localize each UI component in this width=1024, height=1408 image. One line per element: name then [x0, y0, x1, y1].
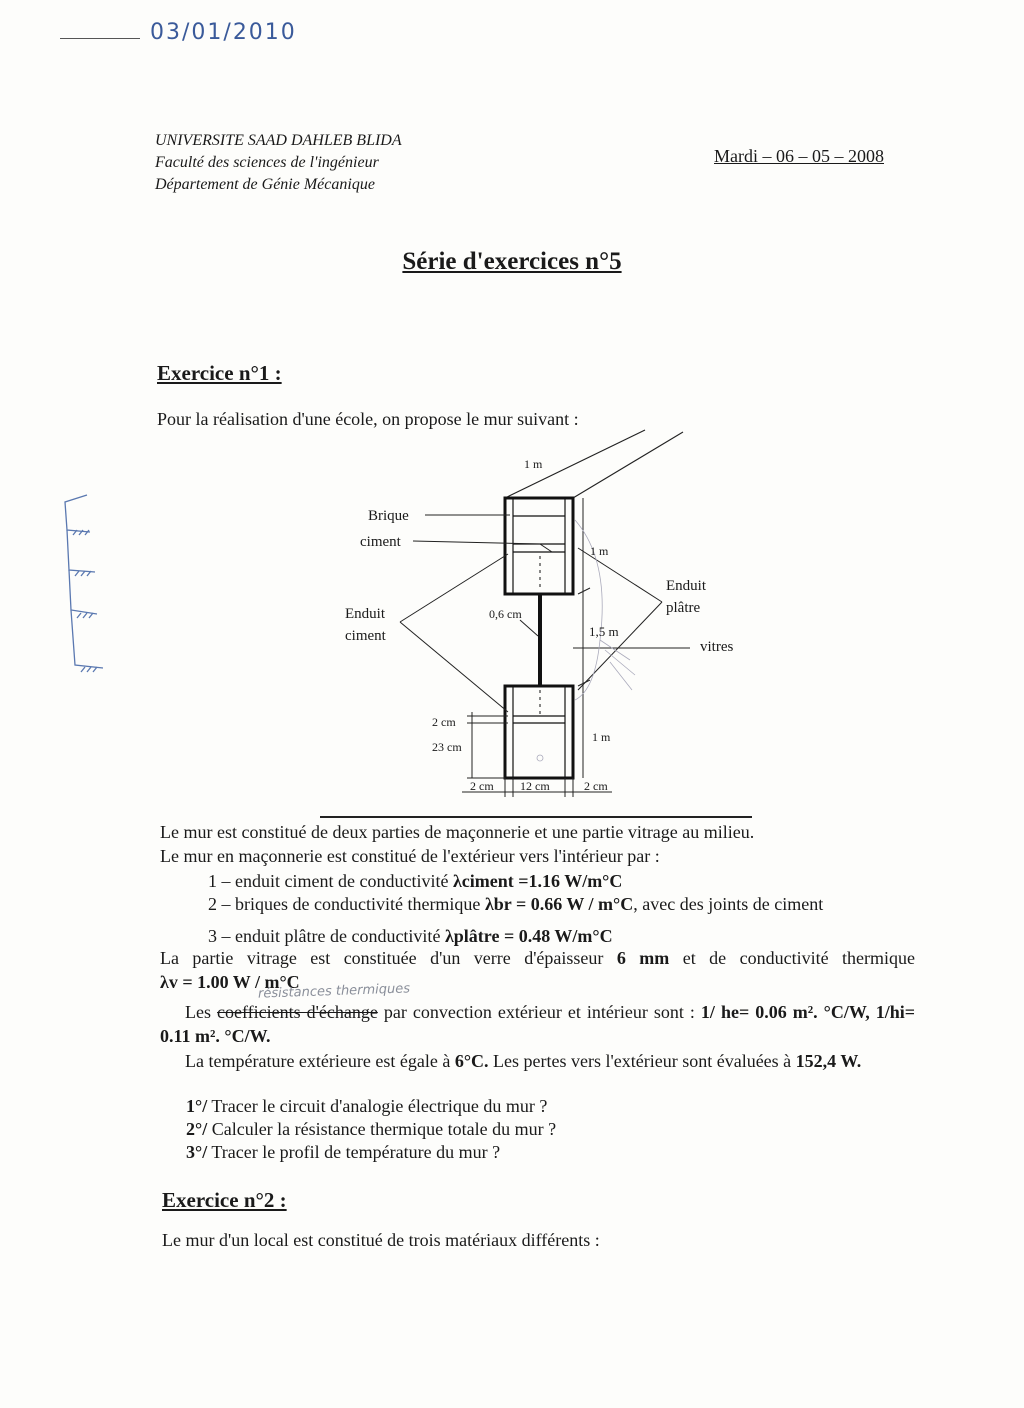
wall-description: Le mur est constitué de deux parties de maçonnerie et une partie vitrage au milieu. — [160, 822, 755, 842]
faculty-name: Faculté des sciences de l'ingénieur — [155, 154, 379, 171]
university-name: UNIVERSITE SAAD DAHLEB BLIDA — [155, 132, 402, 149]
glass-thickness: 6 mm — [616, 948, 670, 968]
dim-1m-right-top: 1 m — [590, 544, 609, 558]
top-masonry-block — [505, 498, 573, 594]
question-3-text: Tracer le profil de température du mur ? — [207, 1142, 501, 1162]
glazing-text: La partie vitrage est constituée d'un verre d'épaisseur — [160, 948, 617, 968]
page-title — [0, 248, 1024, 276]
convection-text-start: Les — [185, 1002, 218, 1022]
loss-text: Les pertes vers l'extérieur sont évaluées à — [488, 1051, 796, 1071]
question-3 — [186, 1142, 500, 1163]
layer-item-1-text: 1 – enduit ciment de conductivité — [208, 871, 453, 891]
lambda-ciment: λciment =1.16 W/m°C — [452, 871, 623, 891]
question-1 — [186, 1096, 547, 1117]
exercise2-intro: Le mur d'un local est constitué de trois matériaux différents : — [162, 1230, 600, 1250]
dim-12cm: 12 cm — [520, 779, 550, 793]
layer-item-2-text: 2 – briques de conductivité thermique — [208, 894, 485, 914]
temperature-text: La température extérieure est égale à — [185, 1051, 455, 1071]
dim-2cm-bottom-right: 2 cm — [584, 779, 608, 793]
dim-2cm-left: 2 cm — [432, 715, 456, 729]
department-name: Département de Génie Mécanique — [155, 176, 375, 193]
dim-1-5m: 1,5 m — [589, 624, 619, 639]
question-1-number: 1°/ — [186, 1096, 208, 1116]
wall-diagram — [330, 425, 760, 825]
pencil-annotation: résistances thermiques — [257, 981, 411, 1002]
lambda-platre: λplâtre = 0.48 W/m°C — [444, 926, 613, 946]
layer-item-2-suffix: , avec des joints de ciment — [633, 894, 824, 914]
dim-23cm: 23 cm — [432, 740, 462, 754]
temperature-value: 6°C. — [454, 1051, 489, 1071]
question-2-text: Calculer la résistance thermique totale du mur ? — [207, 1119, 557, 1139]
exercise2-heading: Exercice n°2 : — [162, 1188, 287, 1212]
layer-item-3-text: 3 – enduit plâtre de conductivité — [208, 926, 445, 946]
exercise1-heading: Exercice n°1 : — [157, 361, 282, 385]
question-3-number: 3°/ — [186, 1142, 208, 1162]
margin-sketch-icon — [55, 490, 115, 690]
exercise1-intro: Pour la réalisation d'une école, on propose le mur suivant : — [157, 409, 579, 429]
label-enduit-platre-2: plâtre — [666, 600, 701, 616]
lambda-brique: λbr = 0.66 W / m°C — [484, 894, 634, 914]
glazing-text-mid: et de conductivité thermique — [669, 948, 915, 968]
convection-values: 1/ he= 0.06 m². °C/W, 1/hi= 0.11 m². °C/W. — [160, 1002, 915, 1046]
bottom-masonry-block — [505, 686, 573, 778]
institution-block — [155, 130, 402, 196]
convection-text-struck: coefficients d'échange — [217, 1002, 378, 1022]
temperature-paragraph — [160, 1049, 915, 1073]
label-vitres: vitres — [700, 639, 734, 655]
figure-divider — [320, 816, 752, 818]
label-enduit-ciment-2: ciment — [345, 628, 386, 644]
loss-value: 152,4 W. — [795, 1051, 862, 1071]
question-2-number: 2°/ — [186, 1119, 208, 1139]
pencil-marks — [537, 520, 635, 761]
page-title-text: Série d'exercices n°5 — [402, 248, 622, 275]
dim-1m-right-bottom: 1 m — [592, 730, 611, 744]
margin-scribble — [60, 38, 140, 39]
label-ciment-joint: ciment — [360, 534, 401, 550]
convection-text-mid: par convection extérieur et intérieur sont : — [377, 1002, 701, 1022]
glazing-paragraph — [160, 946, 915, 970]
handwritten-date: 03/01/2010 — [150, 20, 297, 45]
dim-glass-thickness: 0,6 cm — [489, 607, 522, 621]
layer-item-3 — [208, 926, 613, 947]
question-2 — [186, 1119, 556, 1140]
exam-date: Mardi – 06 – 05 – 2008 — [714, 146, 884, 166]
masonry-composition: Le mur en maçonnerie est constitué de l'extérieur vers l'intérieur par : — [160, 846, 660, 866]
label-enduit-ciment-1: Enduit — [345, 606, 385, 622]
glass-pane — [538, 594, 542, 686]
label-brique: Brique — [368, 508, 409, 524]
convection-paragraph — [160, 1000, 915, 1048]
label-enduit-platre-1: Enduit — [666, 578, 706, 594]
lambda-verre: λv = 1.00 W / m°C — [160, 972, 300, 992]
layer-item-2 — [208, 894, 823, 915]
layer-item-1 — [208, 871, 622, 892]
question-1-text: Tracer le circuit d'analogie électrique du mur ? — [207, 1096, 548, 1116]
dim-2cm-bottom-left: 2 cm — [470, 779, 494, 793]
dim-1m-top: 1 m — [524, 457, 543, 471]
